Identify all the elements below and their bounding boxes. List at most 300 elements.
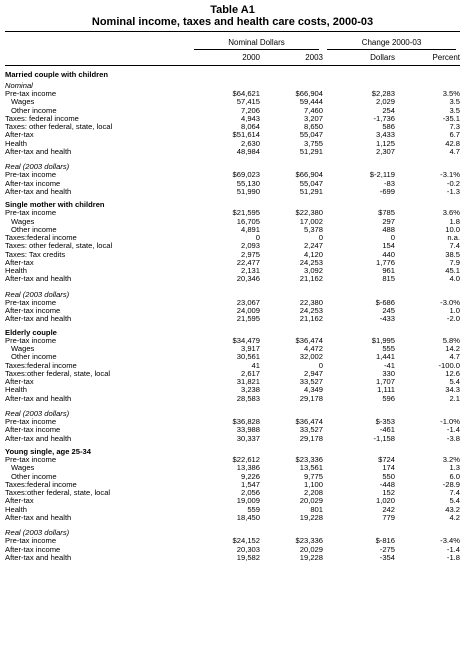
cell-2000: 4,943 xyxy=(240,114,260,123)
cell-change-percent: -1.0% xyxy=(440,418,461,426)
table-row xyxy=(5,259,460,267)
row-label: Pre-tax income xyxy=(5,336,57,345)
cell-2000: 9,226 xyxy=(240,472,260,481)
row-label: Health xyxy=(5,139,27,148)
cell-2000: $21,595 xyxy=(232,209,260,218)
cell-2003: 59,444 xyxy=(299,98,323,107)
cell-change-dollars: 0 xyxy=(390,234,395,242)
table-row xyxy=(5,90,460,98)
col-header-dollars: Dollars xyxy=(323,52,395,65)
cell-change-percent: -2.0 xyxy=(446,315,461,324)
table-row xyxy=(5,275,460,283)
row-label: After-tax and health xyxy=(5,394,72,403)
block-label: Nominal xyxy=(5,80,33,90)
cell-2003: $36,474 xyxy=(295,418,323,426)
cell-change-dollars: $1,995 xyxy=(371,336,395,345)
section-header xyxy=(5,196,460,209)
cell-change-dollars: -1,736 xyxy=(373,114,395,123)
cell-change-dollars: 2,029 xyxy=(375,98,395,107)
cell-2000: 30,561 xyxy=(236,353,260,362)
cell-change-dollars: -354 xyxy=(379,553,395,562)
cell-change-percent: -1.4 xyxy=(446,426,461,435)
cell-2003: $66,904 xyxy=(295,90,323,98)
row-label: Pre-tax income xyxy=(5,537,57,546)
cell-2003: $36,474 xyxy=(295,336,323,345)
block-label: Real (2003 dollars) xyxy=(5,528,70,537)
table-row xyxy=(5,464,460,472)
table-row xyxy=(5,188,460,196)
cell-2000: 3,238 xyxy=(240,386,260,395)
cell-2000: 51,990 xyxy=(236,187,260,196)
row-label: After-tax xyxy=(5,258,34,267)
cell-2000: 31,821 xyxy=(236,378,260,386)
row-label: Taxes:other federal, state, local xyxy=(5,489,111,497)
table-row xyxy=(5,131,460,139)
cell-change-percent: n.a. xyxy=(447,234,461,242)
cell-change-dollars: $-2,119 xyxy=(369,171,395,180)
table-row xyxy=(5,345,460,353)
cell-change-dollars: -83 xyxy=(384,179,395,188)
row-label: Pre-tax income xyxy=(5,90,57,98)
row-label: After-tax xyxy=(5,378,34,386)
cell-2003: 3,207 xyxy=(303,114,323,123)
cell-change-percent: 1.3 xyxy=(449,464,461,473)
cell-change-percent: 7.4 xyxy=(449,489,461,497)
row-label: Taxes: Tax credits xyxy=(5,250,66,259)
cell-change-dollars: 440 xyxy=(382,250,395,259)
cell-2003: 21,162 xyxy=(299,275,323,284)
cell-2003: 32,002 xyxy=(299,353,323,362)
cell-2003: 55,047 xyxy=(299,131,323,140)
cell-change-dollars: 245 xyxy=(382,307,395,315)
cell-change-dollars: 254 xyxy=(382,106,395,115)
cell-change-percent: -35.1 xyxy=(442,114,461,123)
cell-change-percent: 3.5 xyxy=(449,106,461,115)
row-label: After-tax income xyxy=(5,179,61,188)
section-header xyxy=(5,65,460,79)
block-label: Real (2003 dollars) xyxy=(5,289,70,299)
section-title: Elderly couple xyxy=(5,327,57,337)
header-spacer xyxy=(5,32,190,52)
cell-2000: 8,064 xyxy=(240,123,260,131)
cell-change-dollars: 1,441 xyxy=(375,353,395,362)
block-label: Real (2003 dollars) xyxy=(5,408,70,418)
cell-2000: 19,009 xyxy=(236,497,260,506)
block-label-row xyxy=(5,526,460,537)
cell-change-dollars: 297 xyxy=(382,217,395,226)
cell-change-dollars: $785 xyxy=(378,209,395,218)
cell-change-dollars: -448 xyxy=(379,480,395,489)
cell-2003: $66,904 xyxy=(295,171,323,180)
cell-change-percent: 7.4 xyxy=(449,242,461,251)
cell-2003: 13,561 xyxy=(299,464,323,473)
cell-2003: 24,253 xyxy=(299,307,323,315)
cell-2003: 1,100 xyxy=(303,480,323,489)
col-header-percent: Percent xyxy=(395,52,460,65)
table-row xyxy=(5,140,460,148)
cell-2003: 801 xyxy=(310,505,323,514)
row-label: Taxes:federal income xyxy=(5,361,77,370)
table-row xyxy=(5,362,460,370)
cell-change-percent: 12.6 xyxy=(445,369,461,378)
cell-change-percent: 10.0 xyxy=(445,225,461,234)
cell-2003: 2,247 xyxy=(303,242,323,251)
cell-change-dollars: 154 xyxy=(382,242,395,251)
row-label: Pre-tax income xyxy=(5,456,57,464)
table-row xyxy=(5,489,460,497)
cell-2003: $23,336 xyxy=(295,537,323,546)
header-spacer xyxy=(5,52,190,65)
cell-2000: 1,547 xyxy=(240,480,260,489)
cell-2000: $51,614 xyxy=(232,131,260,140)
row-label: Pre-tax income xyxy=(5,171,57,180)
cell-2003: 5,378 xyxy=(303,225,323,234)
cell-change-percent: 38.5 xyxy=(445,250,461,259)
cell-change-percent: -1.8 xyxy=(446,553,461,562)
cell-change-percent: 1.0 xyxy=(449,307,461,315)
row-label: After-tax and health xyxy=(5,513,72,522)
table-row xyxy=(5,426,460,434)
table-row xyxy=(5,171,460,179)
cell-change-percent: 4.7 xyxy=(449,147,461,156)
cell-2000: 2,617 xyxy=(240,369,260,378)
table-row xyxy=(5,267,460,275)
cell-2003: 51,291 xyxy=(299,187,323,196)
cell-2000: 21,595 xyxy=(236,315,260,324)
section-title: Single mother with children xyxy=(5,200,105,209)
cell-2000: 41 xyxy=(251,361,260,370)
cell-2000: 2,630 xyxy=(240,139,260,148)
cell-2000: 30,337 xyxy=(236,434,260,443)
cell-change-percent: -3.1% xyxy=(440,171,461,180)
section-title: Married couple with children xyxy=(5,69,108,79)
table-row xyxy=(5,378,460,386)
cell-change-percent: 5.4 xyxy=(449,378,461,386)
cell-2000: 18,450 xyxy=(236,513,260,522)
cell-change-percent: 4.0 xyxy=(449,275,461,284)
cell-2000: 2,093 xyxy=(240,242,260,251)
table-row xyxy=(5,506,460,514)
cell-2000: 16,705 xyxy=(236,217,260,226)
col-header-2000: 2000 xyxy=(190,52,260,65)
cell-change-percent: -3.4% xyxy=(440,537,461,546)
row-label: Wages xyxy=(11,345,35,353)
row-label: After-tax income xyxy=(5,307,61,315)
cell-change-dollars: 961 xyxy=(382,267,395,275)
table-row xyxy=(5,337,460,345)
cell-change-percent: 7.3 xyxy=(449,123,461,131)
cell-2000: 48,984 xyxy=(236,147,260,156)
cell-2000: 13,386 xyxy=(236,464,260,473)
table-row xyxy=(5,554,460,562)
cell-2003: 55,047 xyxy=(299,179,323,188)
cell-2000: 57,415 xyxy=(236,98,260,107)
cell-2000: 7,206 xyxy=(240,106,260,115)
cell-change-percent: 1.8 xyxy=(449,217,461,226)
cell-change-percent: 5.8% xyxy=(442,336,461,345)
cell-2003: 0 xyxy=(318,361,323,370)
cell-change-dollars: 1,111 xyxy=(377,386,395,395)
table-row xyxy=(5,251,460,259)
cell-2000: 33,988 xyxy=(236,426,260,435)
cell-change-dollars: $-816 xyxy=(375,537,395,546)
cell-change-dollars: 152 xyxy=(382,489,395,497)
table-row xyxy=(5,435,460,443)
row-label: Health xyxy=(5,505,27,514)
table-row xyxy=(5,98,460,106)
cell-2003: 0 xyxy=(318,234,323,242)
cell-change-dollars: -275 xyxy=(379,545,395,554)
table-row xyxy=(5,107,460,115)
cell-2000: $36,828 xyxy=(232,418,260,426)
cell-2003: 20,029 xyxy=(299,545,323,554)
cell-2000: 22,477 xyxy=(236,258,260,267)
table-row xyxy=(5,456,460,464)
table-row xyxy=(5,395,460,403)
cell-2000: 0 xyxy=(255,234,260,242)
cell-2000: $22,612 xyxy=(232,456,260,464)
cell-change-percent: 4.7 xyxy=(449,353,461,362)
cell-change-percent: -3.8 xyxy=(446,434,461,443)
cell-change-percent: 4.2 xyxy=(449,513,461,522)
cell-2003: 22,380 xyxy=(299,298,323,307)
cell-change-percent: -1.3 xyxy=(446,187,461,196)
cell-2003: 9,775 xyxy=(303,472,323,481)
cell-change-dollars: 2,307 xyxy=(375,147,395,156)
cell-2003: 19,228 xyxy=(299,553,323,562)
cell-2000: 23,067 xyxy=(236,298,260,307)
row-label: After-tax and health xyxy=(5,434,72,443)
cell-change-dollars: 1,776 xyxy=(375,258,395,267)
row-label: Wages xyxy=(11,464,35,473)
cell-change-dollars: $2,283 xyxy=(371,90,395,98)
cell-2000: 20,303 xyxy=(236,545,260,554)
table-row xyxy=(5,473,460,481)
cell-2003: 3,092 xyxy=(303,267,323,275)
cell-change-percent: 6.0 xyxy=(449,472,461,481)
cell-change-dollars: 1,707 xyxy=(375,378,395,386)
cell-change-percent: -100.0 xyxy=(438,361,461,370)
cell-2003: 8,650 xyxy=(303,123,323,131)
cell-change-percent: 43.2 xyxy=(445,505,461,514)
section-header xyxy=(5,324,460,337)
cell-2000: $64,621 xyxy=(232,90,260,98)
cell-2003: 33,527 xyxy=(299,378,323,386)
cell-2003: 21,162 xyxy=(299,315,323,324)
cell-2003: 17,002 xyxy=(299,217,323,226)
cell-change-dollars: 555 xyxy=(382,345,395,353)
cell-2000: 20,346 xyxy=(236,275,260,284)
row-label: After-tax and health xyxy=(5,187,72,196)
cell-2003: 24,253 xyxy=(299,258,323,267)
cell-change-percent: -3.0% xyxy=(440,298,461,307)
row-label: After-tax and health xyxy=(5,315,72,324)
block-label-row xyxy=(5,407,460,418)
table-row xyxy=(5,386,460,394)
row-label: Taxes:federal income xyxy=(5,480,77,489)
cell-2003: 4,349 xyxy=(303,386,323,395)
block-label-row xyxy=(5,288,460,299)
cell-2000: 3,917 xyxy=(240,345,260,353)
income-table xyxy=(5,32,460,562)
table-title: Nominal income, taxes and health care costs, 2000-03 xyxy=(91,16,374,28)
section-title: Young single, age 25-34 xyxy=(5,446,91,456)
cell-change-percent: -0.2 xyxy=(446,179,461,188)
row-label: Taxes:federal income xyxy=(5,234,77,242)
table-row xyxy=(5,115,460,123)
row-label: Pre-tax income xyxy=(5,298,57,307)
cell-change-dollars: -41 xyxy=(384,361,395,370)
table-row xyxy=(5,299,460,307)
group-header-change: Change 2000-03 xyxy=(323,32,460,52)
table-row xyxy=(5,234,460,242)
cell-change-dollars: 1,125 xyxy=(375,139,395,148)
cell-2003: $22,380 xyxy=(295,209,323,218)
table-row xyxy=(5,209,460,217)
cell-2003: 4,120 xyxy=(303,250,323,259)
block-label-row xyxy=(5,79,460,90)
table-body xyxy=(5,65,460,562)
table-row xyxy=(5,546,460,554)
cell-2003: 2,208 xyxy=(303,489,323,497)
cell-change-percent: 42.8 xyxy=(445,139,461,148)
cell-change-dollars: 488 xyxy=(382,225,395,234)
row-label: Pre-tax income xyxy=(5,418,57,426)
cell-change-percent: 45.1 xyxy=(445,267,461,275)
cell-2003: 19,228 xyxy=(299,513,323,522)
block-label: Real (2003 dollars) xyxy=(5,162,70,171)
row-label: Taxes: federal income xyxy=(5,114,79,123)
cell-2000: 28,583 xyxy=(236,394,260,403)
cell-change-dollars: 550 xyxy=(382,472,395,481)
section-header xyxy=(5,443,460,456)
table-row xyxy=(5,370,460,378)
cell-change-percent: -1.4 xyxy=(446,545,461,554)
cell-change-dollars: 330 xyxy=(382,369,395,378)
cell-change-dollars: 242 xyxy=(382,505,395,514)
cell-change-dollars: 3,433 xyxy=(375,131,395,140)
table-row xyxy=(5,481,460,489)
cell-change-dollars: $724 xyxy=(378,456,395,464)
table-row xyxy=(5,315,460,323)
cell-2003: 33,527 xyxy=(299,426,323,435)
cell-2003: 51,291 xyxy=(299,147,323,156)
table-row xyxy=(5,497,460,505)
cell-change-dollars: 596 xyxy=(382,394,395,403)
cell-change-percent: 34.3 xyxy=(445,386,461,395)
row-label: After-tax income xyxy=(5,545,61,554)
row-label: Other income xyxy=(11,353,57,362)
table-number: Table A1 xyxy=(210,4,255,16)
cell-2003: 20,029 xyxy=(299,497,323,506)
table-row xyxy=(5,218,460,226)
cell-2003: 7,460 xyxy=(303,106,323,115)
col-header-2003: 2003 xyxy=(260,52,323,65)
cell-change-percent: 14.2 xyxy=(445,345,461,353)
cell-change-dollars: 1,020 xyxy=(375,497,395,506)
cell-2000: 2,975 xyxy=(240,250,260,259)
row-label: After-tax income xyxy=(5,426,61,435)
block-label-row xyxy=(5,160,460,171)
table-row xyxy=(5,353,460,361)
table-row xyxy=(5,242,460,250)
table-row xyxy=(5,514,460,522)
cell-2000: 4,891 xyxy=(240,225,260,234)
row-label: After-tax and health xyxy=(5,553,72,562)
row-label: Pre-tax income xyxy=(5,209,57,218)
table-row xyxy=(5,180,460,188)
row-label: Taxes: other federal, state, local xyxy=(5,242,113,251)
cell-change-dollars: -699 xyxy=(379,187,395,196)
row-label: After-tax xyxy=(5,497,34,506)
cell-change-dollars: -1,158 xyxy=(373,434,395,443)
table-row xyxy=(5,307,460,315)
cell-2000: 2,131 xyxy=(240,267,260,275)
cell-change-percent: 7.9 xyxy=(449,258,461,267)
table-row xyxy=(5,123,460,131)
cell-change-percent: 3.5 xyxy=(449,98,461,107)
cell-change-percent: -28.9 xyxy=(442,480,461,489)
row-label: Taxes: other federal, state, local xyxy=(5,123,113,131)
cell-change-percent: 6.7 xyxy=(449,131,461,140)
row-label: Other income xyxy=(11,106,57,115)
cell-2000: $69,023 xyxy=(232,171,260,180)
cell-change-dollars: 779 xyxy=(382,513,395,522)
cell-change-dollars: -461 xyxy=(379,426,395,435)
cell-change-dollars: 174 xyxy=(382,464,395,473)
cell-2003: 29,178 xyxy=(299,434,323,443)
row-label: After-tax and health xyxy=(5,275,72,284)
cell-2000: $34,479 xyxy=(232,336,260,345)
table-row xyxy=(5,148,460,156)
table-row xyxy=(5,418,460,426)
cell-change-percent: 3.6% xyxy=(442,209,461,218)
cell-2003: $23,336 xyxy=(295,456,323,464)
row-label: After-tax and health xyxy=(5,147,72,156)
row-label: Taxes:other federal, state, local xyxy=(5,369,111,378)
table-row xyxy=(5,226,460,234)
row-label: Health xyxy=(5,386,27,395)
cell-change-dollars: -433 xyxy=(379,315,395,324)
cell-change-dollars: $-353 xyxy=(375,418,395,426)
cell-2000: 2,056 xyxy=(240,489,260,497)
row-label: Other income xyxy=(11,225,57,234)
cell-2003: 3,755 xyxy=(303,139,323,148)
cell-2000: 55,130 xyxy=(236,179,260,188)
cell-change-percent: 5.4 xyxy=(449,497,461,506)
cell-2003: 29,178 xyxy=(299,394,323,403)
cell-2003: 4,472 xyxy=(303,345,323,353)
cell-change-percent: 3.5% xyxy=(442,90,461,98)
row-label: Wages xyxy=(11,98,35,107)
row-label: Wages xyxy=(11,217,35,226)
row-label: After-tax xyxy=(5,131,34,140)
cell-2003: 2,947 xyxy=(303,369,323,378)
cell-change-dollars: 815 xyxy=(382,275,395,284)
cell-2000: 24,009 xyxy=(236,307,260,315)
row-label: Health xyxy=(5,267,27,275)
cell-change-percent: 2.1 xyxy=(449,394,461,403)
cell-change-dollars: 586 xyxy=(382,123,395,131)
table-row xyxy=(5,537,460,545)
cell-2000: 19,582 xyxy=(236,553,260,562)
cell-2000: 559 xyxy=(247,505,260,514)
cell-change-percent: 3.2% xyxy=(442,456,461,464)
group-header-nominal: Nominal Dollars xyxy=(190,32,323,52)
cell-2000: $24,152 xyxy=(232,537,260,546)
cell-change-dollars: $-686 xyxy=(375,298,395,307)
row-label: Other income xyxy=(11,472,57,481)
